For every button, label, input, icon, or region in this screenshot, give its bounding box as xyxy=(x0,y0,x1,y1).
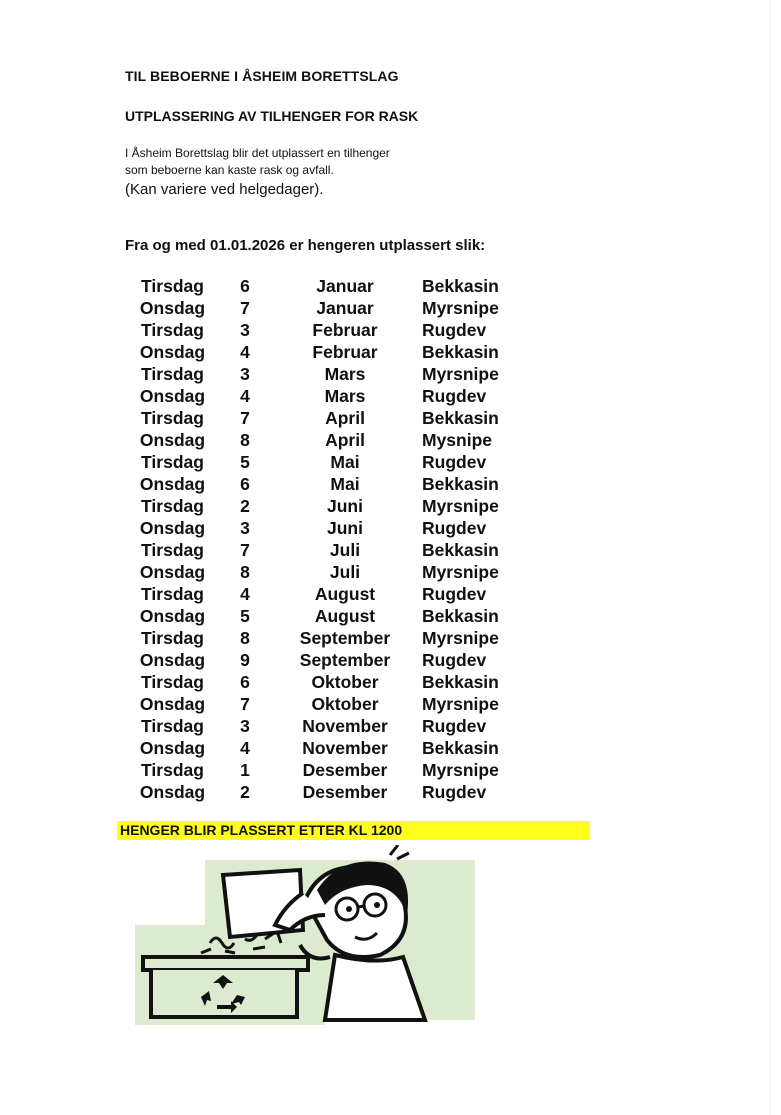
schedule-date: 6 xyxy=(240,474,250,494)
schedule-date: 6 xyxy=(240,672,250,692)
schedule-date: 7 xyxy=(240,694,250,714)
schedule-month: Desember xyxy=(302,760,388,780)
schedule-day: Onsdag xyxy=(139,694,206,714)
schedule-date: 6 xyxy=(240,276,250,296)
schedule-month: Desember xyxy=(302,782,388,802)
schedule-row xyxy=(130,737,530,759)
schedule-row xyxy=(130,275,530,297)
illustration xyxy=(135,845,480,1025)
schedule-month: Mars xyxy=(324,364,366,384)
schedule-area: Myrsnipe xyxy=(422,298,499,318)
schedule-area: Rugdev xyxy=(422,386,487,406)
schedule-area: Myrsnipe xyxy=(422,496,499,516)
schedule-date: 3 xyxy=(240,320,250,340)
document-subheading: UTPLASSERING AV TILHENGER FOR RASK xyxy=(125,108,419,124)
schedule-day: Tirsdag xyxy=(141,672,204,692)
schedule-area: Rugdev xyxy=(422,584,487,604)
schedule-date: 2 xyxy=(240,782,250,802)
schedule-row xyxy=(130,495,530,517)
schedule-date: 4 xyxy=(240,386,250,406)
schedule-row xyxy=(130,693,530,715)
schedule-row xyxy=(130,627,530,649)
schedule-row xyxy=(130,407,530,429)
schedule-area: Bekkasin xyxy=(422,408,499,428)
recycle-bin xyxy=(143,957,308,1017)
schedule-row xyxy=(130,561,530,583)
schedule-lead: Fra og med 01.01.2026 er hengeren utplassert slik: xyxy=(125,237,486,254)
schedule-row xyxy=(130,297,530,319)
document-heading: TIL BEBOERNE I ÅSHEIM BORETTSLAG xyxy=(125,68,399,84)
schedule-area: Rugdev xyxy=(422,320,487,340)
schedule-area: Mysnipe xyxy=(422,430,493,450)
schedule-date: 7 xyxy=(240,540,250,560)
schedule-day: Tirsdag xyxy=(141,408,204,428)
schedule-month: Oktober xyxy=(311,672,379,692)
schedule-month: April xyxy=(325,408,365,428)
schedule-day: Onsdag xyxy=(139,650,206,670)
schedule-date: 9 xyxy=(240,650,250,670)
schedule-row xyxy=(130,759,530,781)
schedule-day: Tirsdag xyxy=(141,364,204,384)
scan-edge xyxy=(770,0,771,1115)
schedule-date: 4 xyxy=(240,738,250,758)
schedule-row xyxy=(130,649,530,671)
schedule-area: Bekkasin xyxy=(422,606,499,626)
schedule-day: Onsdag xyxy=(139,298,206,318)
schedule-date: 5 xyxy=(240,452,250,472)
schedule-month: November xyxy=(302,716,388,736)
schedule-day: Tirsdag xyxy=(141,716,204,736)
schedule-date: 3 xyxy=(240,518,250,538)
schedule-area: Myrsnipe xyxy=(422,628,499,648)
schedule-day: Tirsdag xyxy=(141,452,204,472)
schedule-month: November xyxy=(302,738,388,758)
schedule-date: 4 xyxy=(240,584,250,604)
schedule-row xyxy=(130,671,530,693)
schedule-date: 5 xyxy=(240,606,250,626)
schedule-row xyxy=(130,605,530,627)
intro-line-2: som beboerne kan kaste rask og avfall. xyxy=(125,163,334,177)
schedule-row xyxy=(130,583,530,605)
schedule-month: Mai xyxy=(330,452,360,472)
schedule-area: Bekkasin xyxy=(422,738,499,758)
schedule-row xyxy=(130,715,530,737)
schedule-day: Tirsdag xyxy=(141,320,204,340)
schedule-month: Februar xyxy=(312,342,378,362)
schedule-month: Mai xyxy=(330,474,360,494)
schedule-month: August xyxy=(314,584,376,604)
schedule-day: Tirsdag xyxy=(141,628,204,648)
schedule-day: Onsdag xyxy=(139,342,206,362)
schedule-day: Tirsdag xyxy=(141,276,204,296)
schedule-day: Onsdag xyxy=(139,782,206,802)
schedule-day: Onsdag xyxy=(139,386,206,406)
schedule-area: Rugdev xyxy=(422,650,487,670)
schedule-day: Onsdag xyxy=(139,606,206,626)
schedule-table xyxy=(130,275,530,803)
schedule-month: Juni xyxy=(327,518,363,538)
schedule-day: Onsdag xyxy=(139,474,206,494)
intro-line-1: I Åsheim Borettslag blir det utplassert en tilhenger xyxy=(125,146,390,160)
schedule-area: Bekkasin xyxy=(422,342,499,362)
schedule-month: Mars xyxy=(324,386,366,406)
schedule-area: Myrsnipe xyxy=(422,562,499,582)
schedule-month: Februar xyxy=(312,320,378,340)
schedule-row xyxy=(130,429,530,451)
schedule-row xyxy=(130,539,530,561)
schedule-area: Bekkasin xyxy=(422,672,499,692)
schedule-date: 8 xyxy=(240,628,250,648)
schedule-row xyxy=(130,451,530,473)
schedule-date: 1 xyxy=(240,760,250,780)
schedule-day: Onsdag xyxy=(139,518,206,538)
schedule-area: Rugdev xyxy=(422,452,487,472)
schedule-row xyxy=(130,473,530,495)
placement-time-banner: HENGER BLIR PLASSERT ETTER KL 1200 xyxy=(117,821,590,840)
schedule-month: Januar xyxy=(316,276,374,296)
schedule-area: Myrsnipe xyxy=(422,364,499,384)
schedule-area: Bekkasin xyxy=(422,276,499,296)
schedule-month: Juli xyxy=(329,562,361,582)
schedule-date: 8 xyxy=(240,562,250,582)
schedule-day: Tirsdag xyxy=(141,496,204,516)
schedule-month: Juni xyxy=(327,496,363,516)
schedule-date: 3 xyxy=(240,364,250,384)
schedule-date: 7 xyxy=(240,298,250,318)
schedule-area: Rugdev xyxy=(422,716,487,736)
schedule-row xyxy=(130,319,530,341)
schedule-area: Bekkasin xyxy=(422,540,499,560)
schedule-area: Rugdev xyxy=(422,518,487,538)
schedule-month: Januar xyxy=(316,298,374,318)
schedule-month: September xyxy=(299,650,391,670)
schedule-month: Oktober xyxy=(311,694,379,714)
schedule-day: Tirsdag xyxy=(141,584,204,604)
schedule-area: Rugdev xyxy=(422,782,487,802)
schedule-row xyxy=(130,517,530,539)
schedule-area: Myrsnipe xyxy=(422,760,499,780)
schedule-day: Onsdag xyxy=(139,430,206,450)
schedule-day: Tirsdag xyxy=(141,540,204,560)
schedule-area: Bekkasin xyxy=(422,474,499,494)
schedule-date: 4 xyxy=(240,342,250,362)
schedule-month: August xyxy=(314,606,376,626)
schedule-month: Juli xyxy=(329,540,361,560)
schedule-day: Onsdag xyxy=(139,738,206,758)
schedule-date: 8 xyxy=(240,430,250,450)
schedule-row xyxy=(130,341,530,363)
schedule-month: April xyxy=(325,430,365,450)
schedule-date: 2 xyxy=(240,496,250,516)
schedule-row xyxy=(130,781,530,803)
schedule-day: Onsdag xyxy=(139,562,206,582)
schedule-area: Myrsnipe xyxy=(422,694,499,714)
intro-line-3: (Kan variere ved helgedager). xyxy=(125,181,324,198)
schedule-month: September xyxy=(299,628,391,648)
schedule-date: 3 xyxy=(240,716,250,736)
schedule-row xyxy=(130,385,530,407)
schedule-date: 7 xyxy=(240,408,250,428)
schedule-day: Tirsdag xyxy=(141,760,204,780)
schedule-row xyxy=(130,363,530,385)
